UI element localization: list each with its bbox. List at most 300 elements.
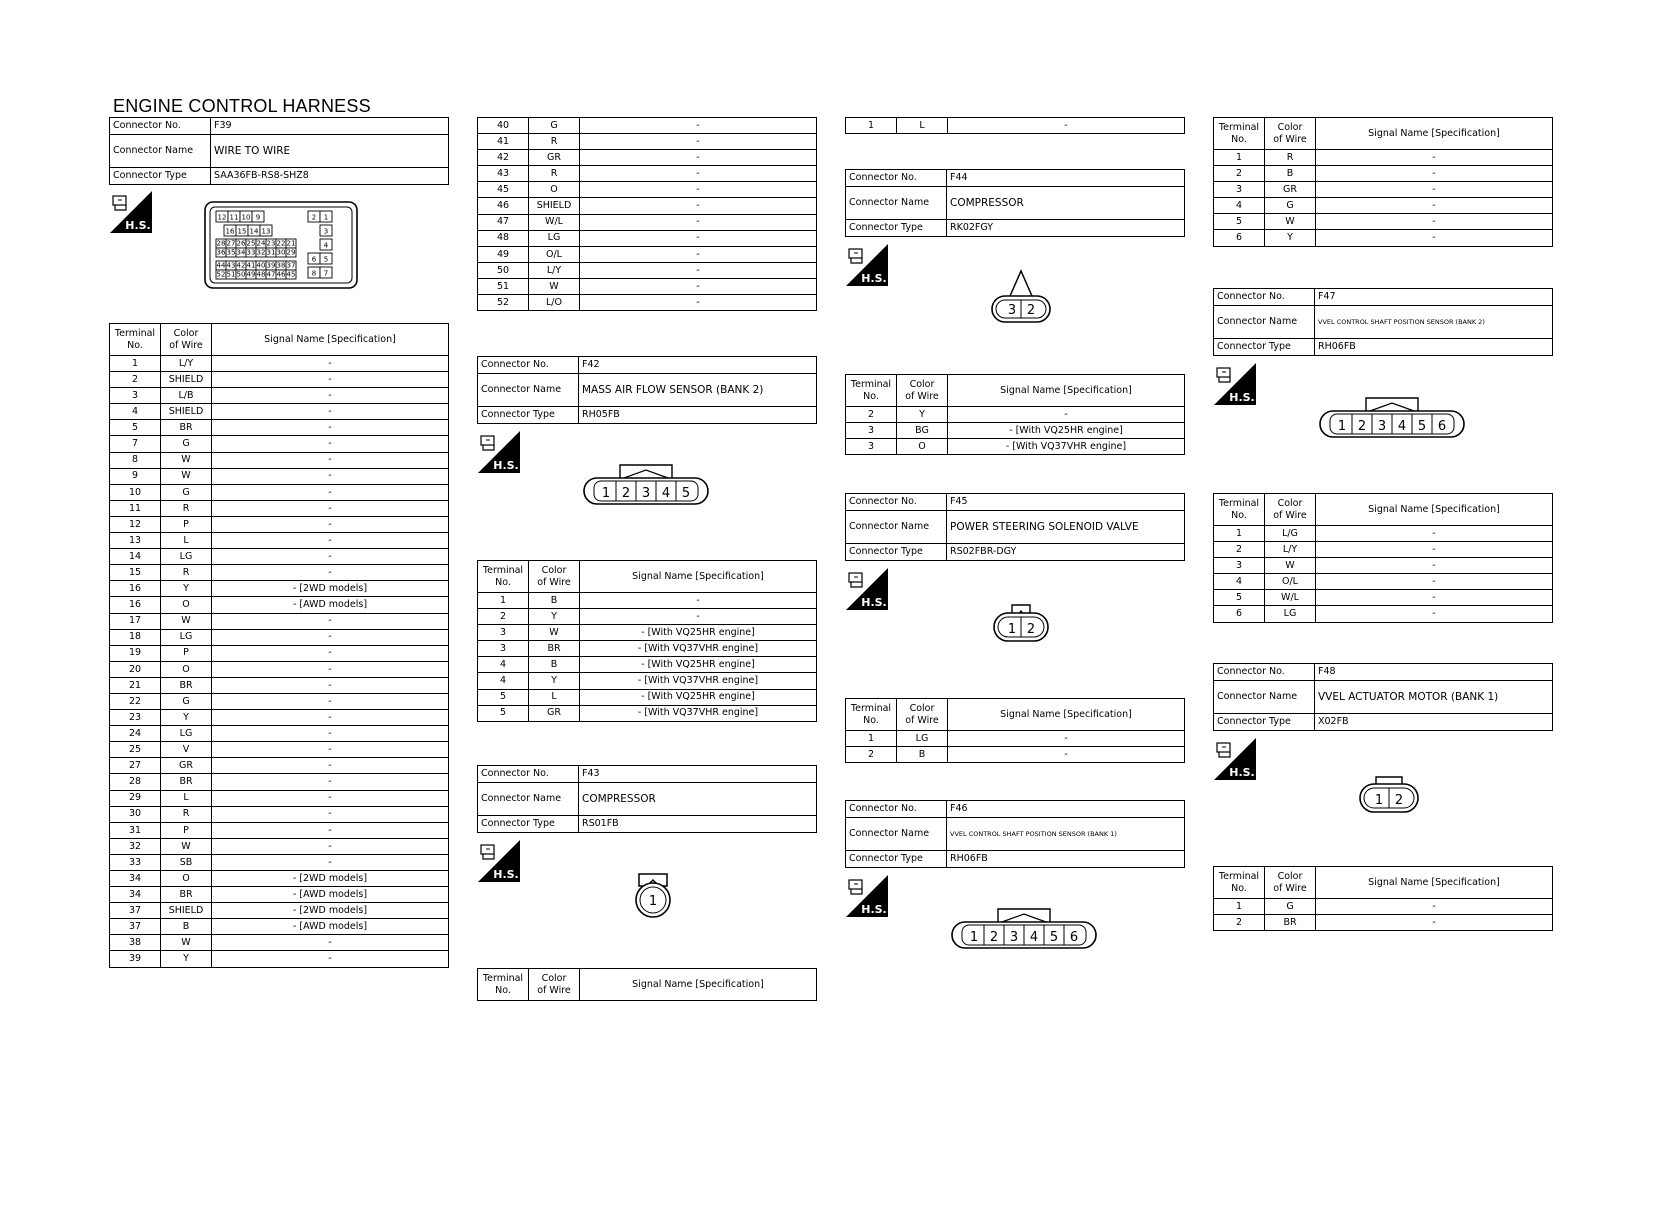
terminal-cell: 30 (110, 806, 161, 822)
signal-cell: - [With VQ25HR engine] (580, 689, 817, 705)
terminal-no-header (1214, 867, 1265, 899)
pin-2: 2 (1026, 622, 1036, 637)
table-row (110, 742, 449, 758)
f43-terminal-table-continued (845, 117, 1185, 134)
pin-4: 4 (323, 241, 329, 250)
signal-cell: - (212, 742, 449, 758)
signal-cell: - (580, 166, 817, 182)
color-cell: W/L (1265, 590, 1316, 606)
signal-cell: - (580, 150, 817, 166)
terminal-cell: 6 (1214, 606, 1265, 622)
table-row (110, 549, 449, 565)
color-cell: SB (161, 854, 212, 870)
signal-cell: - (212, 420, 449, 436)
terminal-cell: 6 (1214, 230, 1265, 246)
header-text: No. (863, 390, 879, 402)
pin-31: 31 (266, 248, 276, 257)
color-cell: Y (1265, 230, 1316, 246)
color-cell: L/Y (529, 262, 580, 278)
signal-cell: - (580, 593, 817, 609)
table-row (110, 677, 449, 693)
pin-40: 40 (256, 261, 266, 270)
connector-name-label: Connector Name (110, 135, 211, 168)
color-cell: Y (161, 581, 212, 597)
signal-cell: - (580, 182, 817, 198)
pin-4: 4 (1397, 419, 1407, 434)
table-row (1214, 590, 1553, 606)
table-row (110, 436, 449, 452)
header-text: Terminal (114, 327, 156, 339)
header-text: Terminal (850, 378, 892, 390)
table-row (1214, 542, 1553, 558)
terminal-cell: 1 (110, 356, 161, 372)
terminal-cell: 19 (110, 645, 161, 661)
signal-cell: - (212, 822, 449, 838)
signal-cell: - (212, 452, 449, 468)
terminal-cell: 16 (110, 581, 161, 597)
signal-cell: - [2WD models] (212, 871, 449, 887)
table-row (478, 118, 817, 134)
table-header (478, 969, 817, 1001)
pin-6: 6 (1069, 930, 1079, 945)
pin-3: 3 (1009, 930, 1019, 945)
table-header (1214, 494, 1553, 526)
color-cell: W (161, 838, 212, 854)
signal-cell: - [2WD models] (212, 903, 449, 919)
f42-connector-face (580, 462, 712, 510)
pin-1: 1 (1337, 419, 1347, 434)
color-cell: L/Y (1265, 542, 1316, 558)
connector-name-value: WIRE TO WIRE (211, 135, 449, 168)
color-cell: GR (161, 758, 212, 774)
signal-cell: - (948, 118, 1185, 134)
color-cell: B (529, 593, 580, 609)
pin-8: 8 (311, 269, 317, 278)
header-text: No. (1231, 882, 1247, 894)
signal-cell: - (1316, 166, 1553, 182)
connector-name-label: Connector Name (846, 818, 947, 851)
connector-name-value: POWER STEERING SOLENOID VALVE (947, 511, 1185, 544)
terminal-cell: 3 (1214, 558, 1265, 574)
f43-connector-face (633, 870, 673, 924)
table-row (110, 613, 449, 629)
header-text: of Wire (905, 714, 939, 726)
signal-header: Signal Name [Specification] (580, 561, 817, 593)
table-row (478, 230, 817, 246)
color-header (1265, 118, 1316, 150)
color-cell: G (161, 484, 212, 500)
table-row (110, 581, 449, 597)
signal-cell: - (212, 404, 449, 420)
pin-2: 2 (621, 486, 631, 501)
color-cell: SHIELD (529, 198, 580, 214)
terminal-cell: 4 (1214, 574, 1265, 590)
harness-side-icon (846, 568, 888, 610)
terminal-cell: 12 (110, 516, 161, 532)
pin-7: 7 (323, 269, 329, 278)
signal-cell: - (212, 951, 449, 967)
connector-type-label: Connector Type (1214, 339, 1315, 356)
header-text: Color (1277, 497, 1303, 509)
color-header (1265, 867, 1316, 899)
connector-no-value: F46 (947, 801, 1185, 818)
table-row (478, 278, 817, 294)
pin-46: 46 (276, 270, 286, 279)
table-row (110, 452, 449, 468)
terminal-cell: 7 (110, 436, 161, 452)
pin-1: 1 (1007, 622, 1017, 637)
terminal-cell: 3 (1214, 182, 1265, 198)
table-row (478, 641, 817, 657)
color-cell: G (1265, 198, 1316, 214)
table-row (110, 629, 449, 645)
signal-cell: - (1316, 526, 1553, 542)
table-row (478, 295, 817, 311)
color-cell: P (161, 822, 212, 838)
page-title: ENGINE CONTROL HARNESS (113, 96, 371, 116)
signal-cell: - (580, 295, 817, 311)
pin-43: 43 (226, 261, 236, 270)
terminal-cell: 8 (110, 452, 161, 468)
signal-cell: - (1316, 574, 1553, 590)
terminal-cell: 33 (110, 854, 161, 870)
pin-1: 1 (969, 930, 979, 945)
terminal-cell: 3 (110, 388, 161, 404)
header-text: Terminal (482, 564, 524, 576)
terminal-cell: 3 (478, 625, 529, 641)
connector-name-label: Connector Name (846, 187, 947, 220)
signal-cell: - (212, 549, 449, 565)
header-text: Terminal (1218, 497, 1260, 509)
signal-cell: - (580, 262, 817, 278)
color-cell: LG (161, 726, 212, 742)
connector-name-value: MASS AIR FLOW SENSOR (BANK 2) (579, 374, 817, 407)
terminal-cell: 49 (478, 246, 529, 262)
terminal-cell: 34 (110, 887, 161, 903)
color-cell: L/O (529, 295, 580, 311)
signal-cell: - (212, 500, 449, 516)
terminal-cell: 13 (110, 533, 161, 549)
hs-label: H.S. (1229, 766, 1255, 779)
terminal-cell: 4 (478, 673, 529, 689)
terminal-cell: 24 (110, 726, 161, 742)
color-cell: Y (161, 951, 212, 967)
signal-cell: - (212, 565, 449, 581)
pin-23: 23 (266, 239, 276, 248)
terminal-cell: 50 (478, 262, 529, 278)
table-row (1214, 526, 1553, 542)
table-row (478, 150, 817, 166)
pin-48: 48 (256, 270, 266, 279)
terminal-cell: 3 (478, 641, 529, 657)
f46-info (845, 800, 1185, 868)
pin-29: 29 (286, 248, 296, 257)
table-row (110, 645, 449, 661)
signal-header: Signal Name [Specification] (580, 969, 817, 1001)
header-text: Color (541, 564, 567, 576)
pin-45: 45 (286, 270, 296, 279)
pin-12: 12 (217, 213, 227, 222)
signal-cell: - (580, 214, 817, 230)
signal-cell: - [With VQ37VHR engine] (580, 705, 817, 721)
table-row (846, 407, 1185, 423)
color-cell: W (1265, 214, 1316, 230)
terminal-cell: 16 (110, 597, 161, 613)
pin-5: 5 (1417, 419, 1427, 434)
terminal-cell: 1 (846, 118, 897, 134)
header-text: of Wire (1273, 133, 1307, 145)
table-row (110, 726, 449, 742)
signal-cell: - (212, 790, 449, 806)
signal-cell: - (948, 407, 1185, 423)
color-cell: BG (897, 423, 948, 439)
f44-connector-face (988, 268, 1054, 330)
terminal-cell: 45 (478, 182, 529, 198)
signal-cell: - (212, 484, 449, 500)
signal-cell: - (212, 388, 449, 404)
terminal-cell: 5 (1214, 590, 1265, 606)
signal-cell: - [With VQ25HR engine] (580, 657, 817, 673)
color-cell: R (161, 565, 212, 581)
connector-no-value: F44 (947, 170, 1185, 187)
terminal-cell: 46 (478, 198, 529, 214)
connector-no-label: Connector No. (846, 494, 947, 511)
terminal-no-header (846, 375, 897, 407)
table-row (110, 951, 449, 967)
color-cell: W (529, 278, 580, 294)
signal-cell: - (1316, 150, 1553, 166)
f48-terminal-table (1213, 866, 1553, 931)
f42-info (477, 356, 817, 424)
signal-cell: - (212, 935, 449, 951)
table-row (478, 182, 817, 198)
color-cell: BR (1265, 915, 1316, 931)
connector-no-value: F43 (579, 766, 817, 783)
terminal-cell: 40 (478, 118, 529, 134)
table-row (110, 806, 449, 822)
color-header (897, 375, 948, 407)
color-cell: L (529, 689, 580, 705)
connector-no-label: Connector No. (110, 118, 211, 135)
color-cell: GR (1265, 182, 1316, 198)
color-cell: R (1265, 150, 1316, 166)
table-row (478, 198, 817, 214)
table-row (846, 118, 1185, 134)
color-cell: O (161, 661, 212, 677)
terminal-cell: 37 (110, 919, 161, 935)
signal-cell: - (1316, 915, 1553, 931)
color-cell: O (529, 182, 580, 198)
header-text: Terminal (482, 972, 524, 984)
color-cell: V (161, 742, 212, 758)
color-cell: SHIELD (161, 903, 212, 919)
signal-cell: - (1316, 899, 1553, 915)
terminal-cell: 34 (110, 871, 161, 887)
signal-cell: - [With VQ37VHR engine] (580, 641, 817, 657)
connector-type-label: Connector Type (846, 220, 947, 237)
table-row (110, 661, 449, 677)
terminal-cell: 10 (110, 484, 161, 500)
color-cell: O/L (529, 246, 580, 262)
table-row (110, 372, 449, 388)
pin-3: 3 (1377, 419, 1387, 434)
harness-side-icon (1214, 363, 1256, 405)
connector-name-label: Connector Name (1214, 306, 1315, 339)
connector-type-value: RK02FGY (947, 220, 1185, 237)
signal-cell: - (948, 731, 1185, 747)
hs-label: H.S. (861, 272, 887, 285)
table-header (110, 324, 449, 356)
terminal-cell: 31 (110, 822, 161, 838)
signal-cell: - [With VQ25HR engine] (580, 625, 817, 641)
signal-header: Signal Name [Specification] (1316, 494, 1553, 526)
header-text: No. (1231, 133, 1247, 145)
color-cell: BR (161, 774, 212, 790)
hs-label: H.S. (861, 596, 887, 609)
f42-terminal-table (477, 560, 817, 722)
pin-24: 24 (256, 239, 266, 248)
signal-cell: - [With VQ25HR engine] (948, 423, 1185, 439)
terminal-cell: 2 (478, 609, 529, 625)
color-cell: L/B (161, 388, 212, 404)
signal-cell: - (212, 372, 449, 388)
hs-label: H.S. (1229, 391, 1255, 404)
table-row (110, 468, 449, 484)
connector-no-value: F42 (579, 357, 817, 374)
f39-connector-face (204, 201, 359, 295)
connector-type-label: Connector Type (846, 851, 947, 868)
pin-49: 49 (246, 270, 256, 279)
terminal-cell: 39 (110, 951, 161, 967)
signal-cell: - (212, 758, 449, 774)
terminal-cell: 25 (110, 742, 161, 758)
connector-type-value: RH05FB (579, 407, 817, 424)
harness-side-icon (478, 840, 520, 882)
signal-cell: - [AWD models] (212, 887, 449, 903)
signal-cell: - (1316, 198, 1553, 214)
pin-33: 33 (246, 248, 256, 257)
pin-1: 1 (648, 894, 658, 909)
color-cell: Y (529, 673, 580, 689)
signal-cell: - (212, 356, 449, 372)
header-text: Color (173, 327, 199, 339)
pin-28: 28 (216, 239, 226, 248)
table-row (478, 673, 817, 689)
connector-no-label: Connector No. (1214, 289, 1315, 306)
f47-connector-face (1316, 395, 1468, 443)
pin-42: 42 (236, 261, 246, 270)
table-row (1214, 198, 1553, 214)
table-row (478, 134, 817, 150)
terminal-cell: 20 (110, 661, 161, 677)
color-cell: R (161, 500, 212, 516)
color-cell: O/L (1265, 574, 1316, 590)
signal-cell: - (948, 747, 1185, 763)
signal-cell: - (580, 609, 817, 625)
color-cell: BR (529, 641, 580, 657)
terminal-cell: 27 (110, 758, 161, 774)
header-text: Terminal (1218, 870, 1260, 882)
terminal-cell: 5 (1214, 214, 1265, 230)
harness-side-icon (846, 875, 888, 917)
connector-type-label: Connector Type (478, 816, 579, 833)
signal-cell: - (580, 246, 817, 262)
terminal-cell: 3 (846, 439, 897, 455)
color-cell: W (161, 935, 212, 951)
color-cell: W/L (529, 214, 580, 230)
terminal-no-header (478, 969, 529, 1001)
terminal-cell: 4 (1214, 198, 1265, 214)
table-row (478, 625, 817, 641)
f46-connector-face (948, 906, 1100, 954)
terminal-cell: 11 (110, 500, 161, 516)
f45-info (845, 493, 1185, 561)
header-text: No. (863, 714, 879, 726)
pin-22: 22 (276, 239, 286, 248)
signal-cell: - (1316, 230, 1553, 246)
color-cell: B (529, 657, 580, 673)
pin-52: 52 (216, 270, 226, 279)
pin-2: 2 (1394, 793, 1404, 808)
f48-connector-face (1356, 774, 1422, 820)
connector-no-value: F47 (1315, 289, 1553, 306)
connector-no-label: Connector No. (478, 357, 579, 374)
signal-cell: - (580, 230, 817, 246)
table-row (846, 747, 1185, 763)
terminal-cell: 1 (1214, 526, 1265, 542)
f44-terminal-table (845, 374, 1185, 455)
color-cell: W (529, 625, 580, 641)
terminal-cell: 9 (110, 468, 161, 484)
pin-30: 30 (276, 248, 286, 257)
pin-1: 1 (601, 486, 611, 501)
table-row (1214, 558, 1553, 574)
header-text: Color (909, 378, 935, 390)
color-header (897, 699, 948, 731)
terminal-cell: 28 (110, 774, 161, 790)
color-cell: L (897, 118, 948, 134)
f45-terminal-table (845, 698, 1185, 763)
table-row (110, 565, 449, 581)
connector-name-value: COMPRESSOR (947, 187, 1185, 220)
pin-16: 16 (225, 227, 235, 236)
table-row (110, 790, 449, 806)
table-row (846, 423, 1185, 439)
table-row (110, 774, 449, 790)
table-row (1214, 214, 1553, 230)
signal-cell: - [With VQ37VHR engine] (948, 439, 1185, 455)
pin-44: 44 (216, 261, 226, 270)
color-cell: BR (161, 887, 212, 903)
color-cell: Y (529, 609, 580, 625)
pin-13: 13 (261, 227, 271, 236)
signal-cell: - (580, 278, 817, 294)
table-row (846, 439, 1185, 455)
signal-cell: - [2WD models] (212, 581, 449, 597)
header-text: of Wire (169, 339, 203, 351)
f39-info (109, 117, 449, 185)
f47-terminal-table (1213, 493, 1553, 623)
hs-label: H.S. (493, 868, 519, 881)
color-header (529, 561, 580, 593)
header-text: of Wire (537, 576, 571, 588)
header-text: Color (1277, 870, 1303, 882)
signal-cell: - (1316, 558, 1553, 574)
signal-cell: - (1316, 606, 1553, 622)
terminal-cell: 43 (478, 166, 529, 182)
connector-type-label: Connector Type (1214, 714, 1315, 731)
connector-name-value: VVEL CONTROL SHAFT POSITION SENSOR (BANK 2) (1315, 306, 1553, 339)
